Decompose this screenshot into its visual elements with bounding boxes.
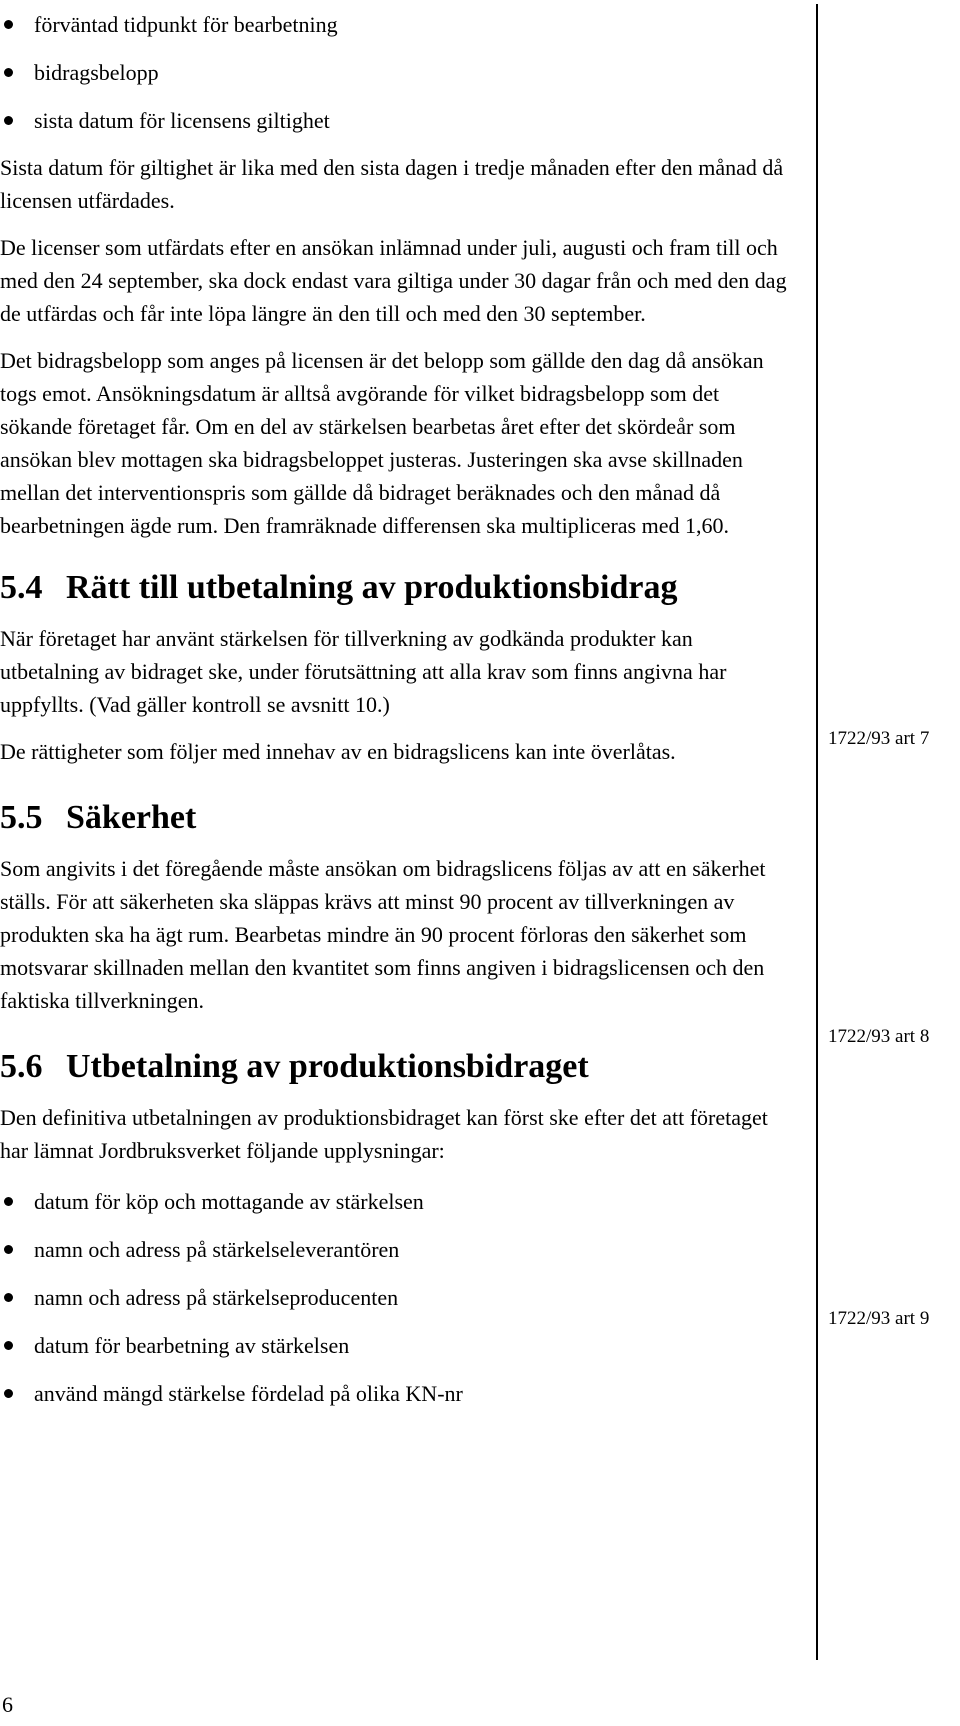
section-heading-5-5 xyxy=(0,798,795,838)
list-item-text: datum för köp och mottagande av stärkelsen xyxy=(34,1189,424,1214)
section-5-6-bullet-list xyxy=(0,1185,795,1410)
list-item xyxy=(0,1185,795,1218)
top-bullet-list xyxy=(0,8,795,137)
section-5-4-paragraph-2: De rättigheter som följer med innehav av en bidragslicens kan inte överlåtas. xyxy=(0,739,676,764)
list-item xyxy=(0,1329,795,1362)
section-heading-5-4 xyxy=(0,568,795,608)
list-item-text: datum för bearbetning av stärkelsen xyxy=(34,1333,350,1358)
section-number: 5.4 xyxy=(0,569,43,606)
margin-reference-art-7: 1722/93 art 7 xyxy=(828,728,930,749)
july-september-paragraph: De licenser som utfärdats efter en ansökan inlämnad under juli, augusti och fram till och med den 24 september, ska dock endast vara giltiga under 30 dagar från och med den dag de utfärdas och får inte löpa längre än den till och med den 30 september. xyxy=(0,235,787,326)
margin-divider xyxy=(816,4,818,1660)
list-item-text: bidragsbelopp xyxy=(34,60,159,85)
amount-paragraph: Det bidragsbelopp som anges på licensen är det belopp som gällde den dag då ansökan togs emot. Ansökningsdatum är alltså avgörande för vilket bidragsbelopp som det sökande företaget får. Om en del av stärkelsen bearbetas året efter det skördeår som ansökan blev mottagen ska bidragsbeloppet justeras. Justeringen ska avse skillnaden mellan det interventionspris som gällde då bidraget beräknades och den månad då bearbetningen ägde rum. Den framräknade differensen ska multipliceras med 1,60. xyxy=(0,348,764,538)
bullet-icon xyxy=(4,1341,13,1350)
main-column xyxy=(0,8,795,1425)
section-title: Rätt till utbetalning av produktionsbidrag xyxy=(66,569,678,606)
section-number: 5.6 xyxy=(0,1048,43,1085)
list-item-text: sista datum för licensens giltighet xyxy=(34,108,330,133)
section-title: Utbetalning av produktionsbidraget xyxy=(66,1048,589,1085)
bullet-icon xyxy=(4,116,13,125)
list-item-text: förväntad tidpunkt för bearbetning xyxy=(34,12,338,37)
bullet-icon xyxy=(4,20,13,29)
section-number: 5.5 xyxy=(0,799,43,836)
section-5-6-paragraph-1: Den definitiva utbetalningen av produktionsbidraget kan först ske efter det att företaget har lämnat Jordbruksverket följande upplysningar: xyxy=(0,1105,768,1163)
section-title: Säkerhet xyxy=(66,799,197,836)
bullet-icon xyxy=(4,1245,13,1254)
page-number: 6 xyxy=(2,1692,13,1717)
bullet-icon xyxy=(4,68,13,77)
margin-reference-art-8: 1722/93 art 8 xyxy=(828,1026,930,1047)
list-item xyxy=(0,1281,795,1314)
section-5-5-paragraph-1: Som angivits i det föregående måste ansökan om bidragslicens följas av att en säkerhet ställs. För att säkerheten ska släppas krävs att minst 90 procent av tillverkningen av produkten ska ha ägt rum. Bearbetas mindre än 90 procent förloras den säkerhet som motsvarar skillnaden mellan den kvantitet som finns angiven i bidragslicensen och den faktiska tillverkningen. xyxy=(0,856,766,1013)
section-5-4-paragraph-1: När företaget har använt stärkelsen för tillverkning av godkända produkter kan utbetalning av bidraget ske, under förutsättning att alla krav som finns angivna har uppfyllts. (Vad gäller kontroll se avsnitt 10.) xyxy=(0,626,727,717)
section-heading-5-6 xyxy=(0,1047,795,1087)
bullet-icon xyxy=(4,1389,13,1398)
list-item-text: använd mängd stärkelse fördelad på olika KN-nr xyxy=(34,1381,463,1406)
margin-reference-art-9: 1722/93 art 9 xyxy=(828,1308,930,1329)
list-item xyxy=(0,56,795,89)
bullet-icon xyxy=(4,1293,13,1302)
list-item-text: namn och adress på stärkelseleverantören xyxy=(34,1237,400,1262)
list-item xyxy=(0,1233,795,1266)
list-item xyxy=(0,1377,795,1410)
validity-paragraph: Sista datum för giltighet är lika med den sista dagen i tredje månaden efter den månad då licensen utfärdades. xyxy=(0,155,784,213)
list-item xyxy=(0,8,795,41)
list-item xyxy=(0,104,795,137)
bullet-icon xyxy=(4,1197,13,1206)
list-item-text: namn och adress på stärkelseproducenten xyxy=(34,1285,399,1310)
